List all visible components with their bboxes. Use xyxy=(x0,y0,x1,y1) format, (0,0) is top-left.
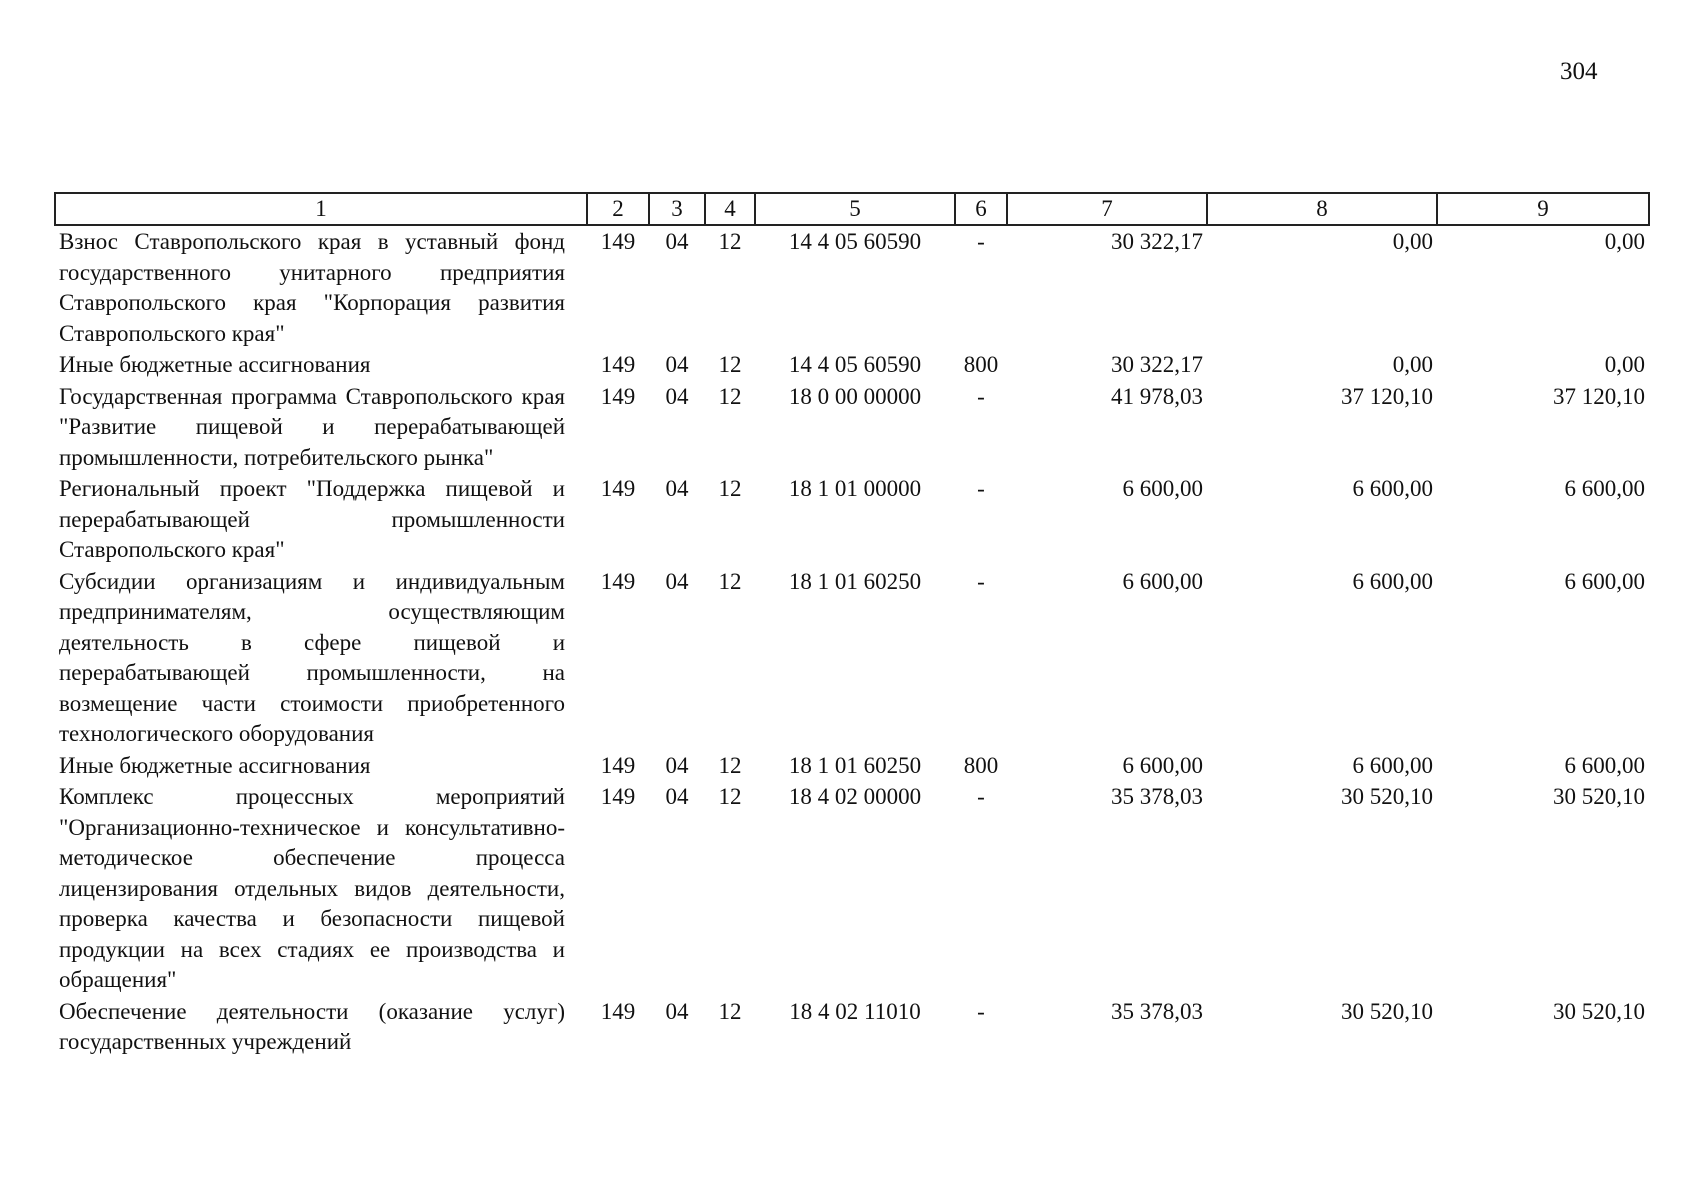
row-amount-col9: 30 520,10 xyxy=(1553,784,1645,809)
table-row xyxy=(55,996,1649,1058)
row-name: Иные бюджетные ассигнования xyxy=(59,752,371,778)
row-expense-type: - xyxy=(977,229,985,254)
row-amount-col9: 6 600,00 xyxy=(1564,568,1645,594)
row-expense-type: - xyxy=(977,568,985,594)
row-target-article: 14 4 05 60590 xyxy=(788,352,922,377)
row-ministry-code: 149 xyxy=(600,229,636,254)
row-section-code: 04 xyxy=(665,476,689,501)
row-subsection-code: 12 xyxy=(718,998,742,1024)
row-amount-col7: 35 378,03 xyxy=(1111,998,1203,1024)
row-expense-type: 800 xyxy=(963,352,999,377)
header-col-9: 9 xyxy=(1437,193,1649,225)
header-col-4: 4 xyxy=(705,193,755,225)
header-col-8: 8 xyxy=(1207,193,1437,225)
row-amount-col7: 41 978,03 xyxy=(1111,383,1203,409)
header-col-2: 2 xyxy=(587,193,649,225)
row-subsection-code: 12 xyxy=(718,229,742,254)
row-section-code: 04 xyxy=(665,352,689,377)
header-col-3: 3 xyxy=(649,193,705,225)
table-row xyxy=(55,473,1649,566)
row-ministry-code: 149 xyxy=(600,568,636,594)
row-amount-col7: 6 600,00 xyxy=(1122,568,1203,594)
row-amount-col8: 6 600,00 xyxy=(1352,476,1433,501)
table-row xyxy=(55,349,1649,381)
row-subsection-code: 12 xyxy=(718,383,742,409)
row-amount-col8: 6 600,00 xyxy=(1352,752,1433,778)
table-row xyxy=(55,225,1649,349)
row-amount-col9: 6 600,00 xyxy=(1564,476,1645,501)
row-section-code: 04 xyxy=(665,383,689,409)
row-section-code: 04 xyxy=(665,752,689,778)
row-section-code: 04 xyxy=(665,568,689,594)
row-ministry-code: 149 xyxy=(600,752,636,778)
row-amount-col9: 0,00 xyxy=(1604,352,1645,377)
row-expense-type: - xyxy=(977,998,985,1024)
row-section-code: 04 xyxy=(665,998,689,1024)
row-expense-type: - xyxy=(977,383,985,409)
header-col-6: 6 xyxy=(955,193,1007,225)
row-subsection-code: 12 xyxy=(718,476,742,501)
table-row xyxy=(55,381,1649,474)
row-amount-col7: 6 600,00 xyxy=(1122,476,1203,501)
row-name: Иные бюджетные ассигнования xyxy=(59,352,371,377)
header-col-1: 1 xyxy=(55,193,587,225)
row-name: Взнос Ставропольского края в уставный фонд государственного унитарного предприятия Ставропольского края "Корпорация развития Ставропольского края" xyxy=(59,229,565,346)
row-target-article: 18 4 02 00000 xyxy=(788,784,922,809)
header-col-7: 7 xyxy=(1007,193,1207,225)
row-expense-type: - xyxy=(977,476,985,501)
row-ministry-code: 149 xyxy=(600,784,636,809)
row-section-code: 04 xyxy=(665,784,689,809)
row-target-article: 14 4 05 60590 xyxy=(788,229,922,254)
row-ministry-code: 149 xyxy=(600,383,636,409)
row-amount-col8: 0,00 xyxy=(1392,229,1433,254)
row-name: Субсидии организациям и индивидуальным предпринимателям, осуществляющим деятельность в сфере пищевой и перерабатывающей промышленности, на возмещение части стоимости приобретенного технологического оборудования xyxy=(59,568,565,746)
table-row xyxy=(55,750,1649,782)
row-expense-type: - xyxy=(977,784,985,809)
header-row xyxy=(55,193,1649,225)
row-amount-col7: 35 378,03 xyxy=(1111,784,1203,809)
header-col-5: 5 xyxy=(755,193,955,225)
row-ministry-code: 149 xyxy=(600,476,636,501)
row-target-article: 18 1 01 60250 xyxy=(788,568,922,594)
row-target-article: 18 1 01 60250 xyxy=(788,752,922,778)
row-subsection-code: 12 xyxy=(718,784,742,809)
row-ministry-code: 149 xyxy=(600,998,636,1024)
table-row xyxy=(55,566,1649,750)
row-target-article: 18 0 00 00000 xyxy=(788,383,922,409)
row-amount-col7: 30 322,17 xyxy=(1111,352,1203,377)
row-target-article: 18 1 01 00000 xyxy=(788,476,922,501)
row-amount-col7: 6 600,00 xyxy=(1122,752,1203,778)
row-name: Региональный проект "Поддержка пищевой и перерабатывающей промышленности Ставропольского края" xyxy=(59,476,565,562)
row-expense-type: 800 xyxy=(963,752,999,778)
row-subsection-code: 12 xyxy=(718,568,742,594)
row-name: Обеспечение деятельности (оказание услуг) государственных учреждений xyxy=(59,998,565,1054)
row-amount-col8: 30 520,10 xyxy=(1341,998,1433,1024)
row-section-code: 04 xyxy=(665,229,689,254)
row-amount-col9: 30 520,10 xyxy=(1553,998,1645,1024)
row-name: Государственная программа Ставропольского края "Развитие пищевой и перерабатывающей промышленности, потребительского рынка" xyxy=(59,383,565,470)
row-amount-col7: 30 322,17 xyxy=(1111,229,1203,254)
row-amount-col8: 6 600,00 xyxy=(1352,568,1433,594)
row-ministry-code: 149 xyxy=(600,352,636,377)
row-name: Комплекс процессных мероприятий "Организационно-техническое и консультативно-методическое обеспечение процесса лицензирования отдельных видов деятельности, проверка качества и безопасности пищевой продукции на всех стадиях ее производства и обращения" xyxy=(59,784,565,992)
row-amount-col9: 0,00 xyxy=(1604,229,1645,254)
row-subsection-code: 12 xyxy=(718,752,742,778)
row-amount-col8: 37 120,10 xyxy=(1341,383,1433,409)
row-amount-col9: 6 600,00 xyxy=(1564,752,1645,778)
row-subsection-code: 12 xyxy=(718,352,742,377)
page-number: 304 xyxy=(1560,58,1598,85)
budget-table xyxy=(54,192,1650,1058)
table-row xyxy=(55,781,1649,996)
row-amount-col8: 0,00 xyxy=(1392,352,1433,377)
row-target-article: 18 4 02 11010 xyxy=(789,998,921,1024)
row-amount-col8: 30 520,10 xyxy=(1341,784,1433,809)
row-amount-col9: 37 120,10 xyxy=(1553,383,1645,409)
